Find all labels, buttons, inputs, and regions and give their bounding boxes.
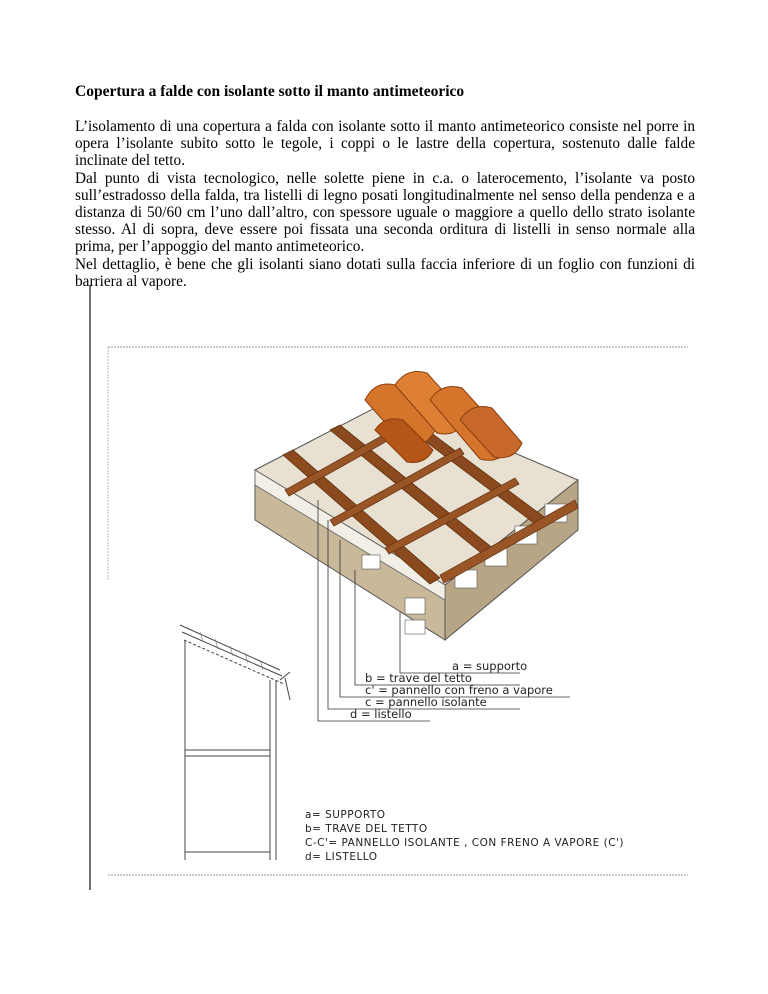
paragraph: Dal punto di vista tecnologico, nelle solette piene in c.a. o laterocemento, l’isolante va posto sull’estradosso della falda, tra listelli di legno posati longitudinalmente nel senso della pendenza e a distanza di 50/60 cm l’uno dall’altro, con spessore uguale o maggiore a quello dello strato isolante stesso. Al di sopra, deve essere poi fissata una seconda orditura di listelli in senso normale alla prima, per l’appoggio del manto antimeteorico. [75,169,695,256]
label-c1: c' = pannello con freno a vapore [365,683,553,697]
label-d: d = listello [350,707,412,721]
page-title: Copertura a falde con isolante sotto il manto antimeteorico [75,83,465,100]
label-c: c = pannello isolante [365,695,487,709]
label-a: a = supporto [452,659,528,673]
legend-c: C-C'= PANNELLO ISOLANTE , CON FRENO A VAPORE (C') [305,837,625,849]
legend-d: d= LISTELLO [305,851,378,863]
paragraph: L’isolamento di una copertura a falda con isolante sotto il manto antimeteorico consiste nel porre in opera l’isolante subito sotto le tegole, i coppi o le lastre della copertura, sostenuto dalle falde inclinate del tetto. [75,118,695,170]
paragraph: Nel dettaglio, è bene che gli isolanti siano dotati sulla faccia inferiore di un foglio con funzioni di barriera al vapore. [75,255,695,290]
section-detail [180,625,290,860]
roof-3d-view [255,372,578,722]
legend-b: b= TRAVE DEL TETTO [305,823,428,835]
legend-a: a= SUPPORTO [305,809,386,821]
label-b: b = trave del tetto [365,671,472,685]
